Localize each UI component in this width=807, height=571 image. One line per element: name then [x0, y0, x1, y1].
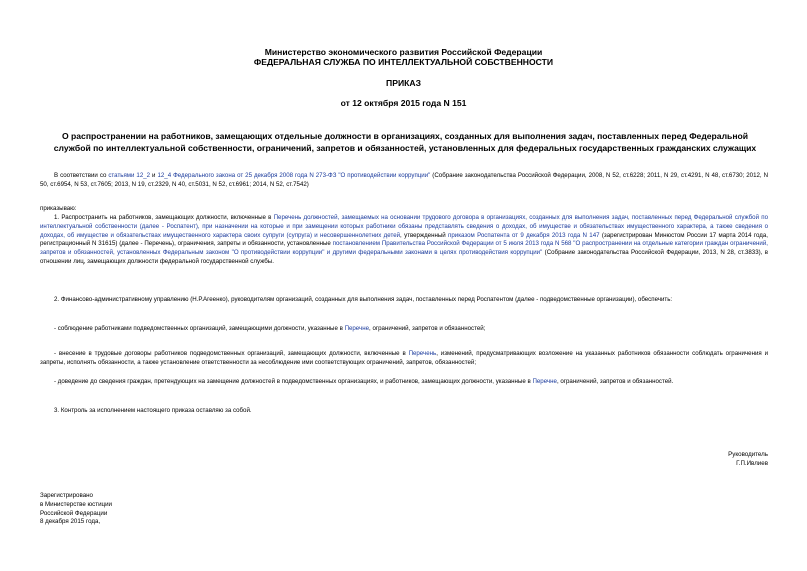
link-postanovlenie-568[interactable]: постановлением Правительства Российской Федерации от 5 июля 2013 года N 568 "О распространении на отдельные категории граждан ограничений, запретов и обязанностей, установленных Федеральным законом "О противодействии коррупции" и другими федеральными законами в целях противодействия коррупции" [40, 240, 768, 257]
item-1-text-4: (Собрание законодательства Российской Федерации, 2013, N 28, ст.3833), в отношении лиц, замещающих должности федеральной государственной службы. [40, 249, 768, 265]
preamble-text-1: В соответствии со [54, 172, 109, 179]
bullet-2-text-2: , изменений, предусматривающих возложение на указанных работников обязанности соблюдать ограничения и запреты, исполнять обязанности, а также установление ответственности за несоблюдение ими соответствующих ограничений, запретов, обязанностей; [40, 350, 768, 366]
item-1-paragraph [40, 214, 768, 267]
preamble-text-2: и [150, 172, 158, 179]
title-line-2: службой по интеллектуальной собственности, ограничений, запретов и обязанностей, установленных для федеральных государственных гражданских служащих [53, 143, 757, 153]
bullet-3-text-1: - доведение до сведения граждан, претендующих на замещение должностей в подведомственных организациях, и работников, замещающих должности, указанные в [54, 378, 533, 385]
ministry-heading: Министерство экономического развития Российской Федерации [264, 47, 543, 57]
bullet-1-paragraph [40, 325, 768, 334]
service-heading: ФЕДЕРАЛЬНАЯ СЛУЖБА ПО ИНТЕЛЛЕКТУАЛЬНОЙ СОБСТВЕННОСТИ [253, 57, 554, 67]
item-1-text-2: , утвержденный [400, 231, 449, 239]
link-perechne-3[interactable]: Перечне [532, 378, 557, 385]
bullet-3-paragraph [40, 378, 768, 387]
signatory-name: Г.П.Ивлиев [736, 460, 768, 467]
link-federal-law-273[interactable]: 12_4 Федерального закона от 25 декабря 2008 года N 273-ФЗ "О противодействии коррупции" [157, 172, 431, 179]
item-1-text-3: (зарегистрирован Минюстом России 17 марта 2014 года, регистрационный N 31615) (далее - Перечень), ограничения, запреты и обязанности, установленные [40, 231, 768, 248]
registration-line-1: Зарегистрировано [40, 492, 93, 499]
link-perechen-dolzhnostey[interactable]: Перечень должностей, замещаемых на основании трудового договора в организациях, созданных для выполнения задач, поставленных перед Федеральной службой по интеллектуальной собственности (далее - Роспатент), при назначении на которые и при замещении которых работники обязаны представлять сведения о доходах, об имуществе и обязательствах имущественного характера, а также сведения о доходах, об имуществе и обязательствах имущественного характера своих супруги (супруга) и несовершеннолетних детей [40, 214, 768, 239]
title-line-1: О распространении на работников, замещающих отдельные должности в организациях, созданных для выполнения задач, поставленных перед Федеральной [61, 131, 749, 141]
signature-block [600, 450, 768, 468]
link-prikaz-147[interactable]: приказом Роспатента от 9 декабря 2013 года N 147 [448, 231, 600, 239]
bullet-1-text-1: - соблюдение работниками подведомственных организаций, замещающими должности, указанные в [54, 325, 345, 332]
link-perechne-1[interactable]: Перечне [344, 325, 370, 332]
bullet-3-text-2: , ограничений, запретов и обязанностей. [556, 378, 674, 385]
document-title [40, 130, 770, 154]
registration-line-4: 8 декабря 2015 года, [40, 518, 101, 526]
preamble-paragraph [40, 172, 768, 190]
item-3-paragraph: 3. Контроль за исполнением настоящего приказа оставляю за собой. [54, 407, 252, 414]
bullet-1-text-2: , ограничений, запретов и обязанностей; [369, 325, 486, 332]
signatory-position: Руководитель [728, 451, 768, 458]
link-article-12-2[interactable]: статьями 12_2 [108, 172, 151, 179]
prikazyvayu-label: приказываю: [40, 205, 77, 212]
item-2-paragraph: 2. Финансово-административному управлению (Н.Р.Агеенко), руководителям организаций, созданных для выполнения задач, поставленных перед Роспатентом (далее - подведомственные организации), обеспечить: [54, 296, 673, 303]
registration-line-3: Российской Федерации [40, 509, 108, 517]
bullet-2-text-1: - внесение в трудовые договоры работников подведомственных организаций, замещающих должности, включенные в [54, 350, 409, 357]
registration-line-2: в Министерстве юстиции [40, 500, 113, 508]
document-date-number: от 12 октября 2015 года N 151 [340, 98, 467, 108]
document-type: ПРИКАЗ [386, 78, 421, 88]
link-perechen-2[interactable]: Перечень [408, 350, 437, 357]
item-1-text-1: 1. Распространить на работников, замещающих должности, включенные в [54, 214, 274, 221]
registration-block [40, 492, 240, 527]
preamble-text-3: (Собрание законодательства Российской Федерации, 2008, N 52, ст.6228; 2011, N 29, ст.4291, N 48, ст.6730; 2012, N 50, ст.6954, N 53, ст.7605; 2013, N 19, ст.2329, N 40, ст.5031, N 52, ст.6961; 2014, N 52, ст.7542) [40, 172, 769, 188]
bullet-2-paragraph [40, 350, 768, 368]
